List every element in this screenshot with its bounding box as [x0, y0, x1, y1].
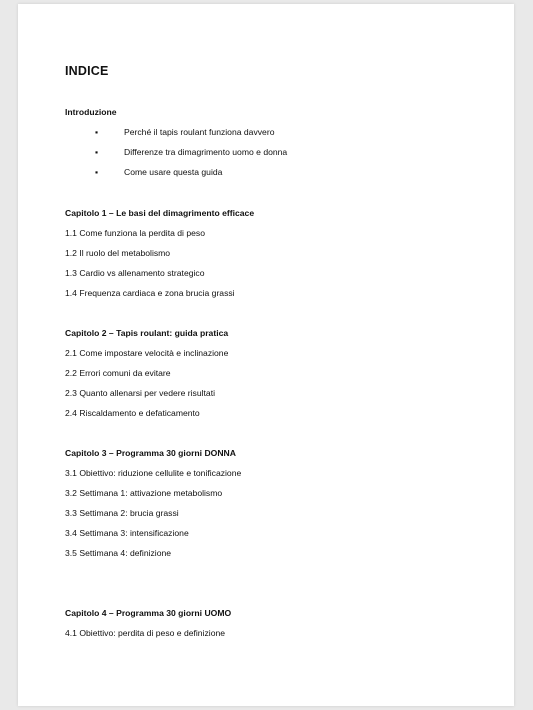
- chapter-item: 1.3 Cardio vs allenamento strategico: [65, 268, 205, 278]
- chapter-item: 4.1 Obiettivo: perdita di peso e definizione: [65, 628, 226, 638]
- chapter-item: 3.1 Obiettivo: riduzione cellulite e tonificazione: [65, 468, 242, 478]
- chapter-item: 3.3 Settimana 2: brucia grassi: [65, 508, 179, 518]
- intro-heading: Introduzione: [65, 107, 117, 117]
- bullet-icon: ▪: [95, 127, 99, 137]
- chapter-item: 1.1 Come funziona la perdita di peso: [65, 228, 205, 238]
- intro-bullet: Come usare questa guida: [124, 167, 223, 177]
- chapter-item: 3.5 Settimana 4: definizione: [65, 548, 172, 558]
- document-page: [18, 4, 514, 706]
- chapter-item: 2.4 Riscaldamento e defaticamento: [65, 408, 200, 418]
- chapter-item: 2.1 Come impostare velocità e inclinazione: [65, 348, 229, 358]
- intro-bullet: Perché il tapis roulant funziona davvero: [124, 127, 275, 137]
- page-title: INDICE: [65, 64, 109, 78]
- chapter-item: 1.2 Il ruolo del metabolismo: [65, 248, 171, 258]
- bullet-icon: ▪: [95, 147, 99, 157]
- chapter-item: 2.2 Errori comuni da evitare: [65, 368, 171, 378]
- chapter-item: 3.2 Settimana 1: attivazione metabolismo: [65, 488, 223, 498]
- bullet-icon: ▪: [95, 167, 99, 177]
- chapter-heading: Capitolo 4 – Programma 30 giorni UOMO: [65, 608, 232, 618]
- chapter-heading: Capitolo 3 – Programma 30 giorni DONNA: [65, 448, 236, 458]
- chapter-heading: Capitolo 1 – Le basi del dimagrimento efficace: [65, 208, 255, 218]
- intro-bullet: Differenze tra dimagrimento uomo e donna: [124, 147, 288, 157]
- chapter-item: 3.4 Settimana 3: intensificazione: [65, 528, 189, 538]
- chapter-item: 2.3 Quanto allenarsi per vedere risultati: [65, 388, 215, 398]
- chapter-heading: Capitolo 2 – Tapis roulant: guida pratica: [65, 328, 229, 338]
- chapter-item: 1.4 Frequenza cardiaca e zona brucia grassi: [65, 288, 235, 298]
